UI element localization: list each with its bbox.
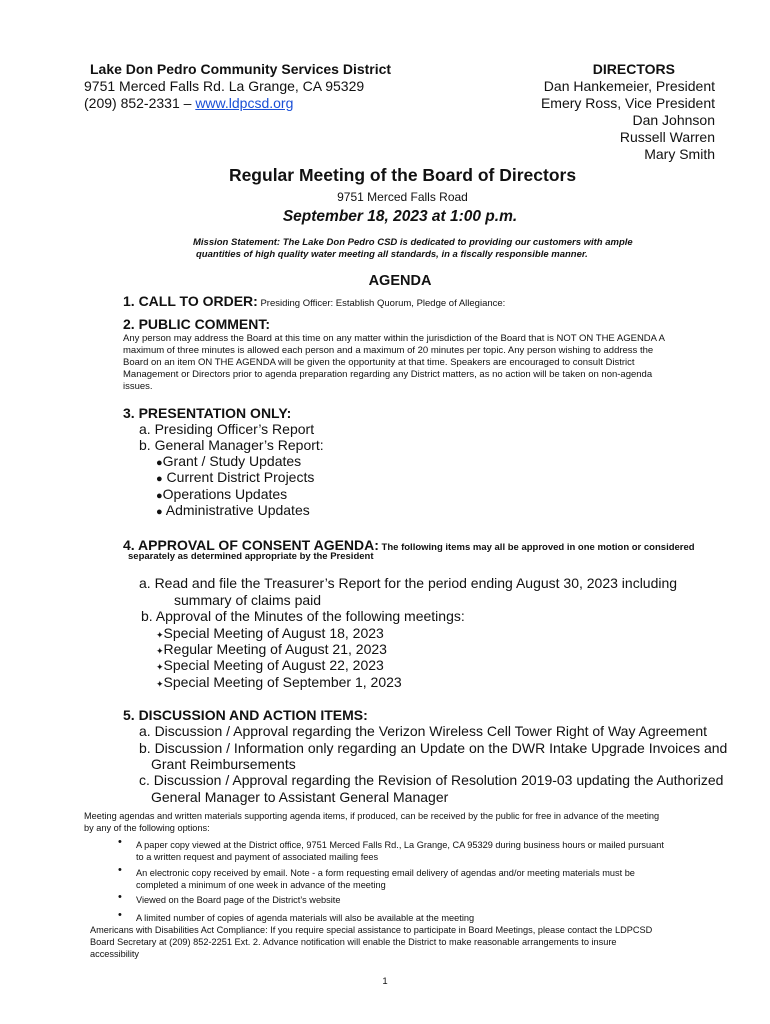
footer-option-1	[136, 839, 664, 863]
agenda-item-presentation-title: 3. PRESENTATION ONLY:	[123, 405, 292, 421]
mission-line-2: quantities of high quality water meeting all standards, in a fiscally responsible manner.	[196, 249, 588, 260]
diamond-bullet-icon: ✦	[156, 646, 164, 656]
agenda-item-call-to-order	[123, 293, 505, 311]
footer-line: to a written request and payment of associated mailing fees	[136, 852, 379, 862]
discussion-b-line-2: Grant Reimbursements	[151, 756, 296, 772]
public-comment-text	[123, 333, 665, 393]
footer-option-2	[136, 867, 635, 891]
item-title: 1. CALL TO ORDER:	[123, 293, 258, 309]
directors-block	[455, 61, 715, 163]
bullet-dot-icon: ●	[156, 473, 163, 485]
bullet-text: Current District Projects	[162, 469, 315, 485]
meeting-text: Special Meeting of September 1, 2023	[163, 674, 402, 690]
agenda-item-discussion-title: 5. DISCUSSION AND ACTION ITEMS:	[123, 707, 368, 723]
district-name: Lake Don Pedro Community Services District	[90, 61, 392, 77]
district-phone: (209) 852-2331 –	[84, 95, 196, 111]
bullet-item	[156, 502, 310, 521]
district-contact	[84, 95, 293, 112]
discussion-a: a. Discussion / Approval regarding the Verizon Wireless Cell Tower Right of Way Agreement	[139, 723, 708, 739]
consent-a-line-1: a. Read and file the Treasurer’s Report for the period ending August 30, 2023 including	[139, 575, 678, 591]
bullet-text: Administrative Updates	[162, 502, 310, 518]
meeting-location: 9751 Merced Falls Road	[337, 190, 468, 204]
director-name: Dan Hankemeier, President	[543, 78, 715, 94]
item-title: 4. APPROVAL OF CONSENT AGENDA:	[123, 537, 379, 553]
consent-note-line-2: separately as determined appropriate by the President	[128, 551, 374, 562]
presentation-a: a. Presiding Officer’s Report	[139, 421, 315, 437]
footer-option-4: A limited number of copies of agenda materials will also be available at the meeting	[136, 913, 475, 923]
district-website-link[interactable]: www.ldpcsd.org	[195, 95, 294, 111]
paragraph-line: issues.	[123, 381, 153, 392]
footer-line: accessibility	[90, 949, 140, 959]
meeting-datetime: September 18, 2023 at 1:00 p.m.	[282, 208, 518, 225]
ada-compliance	[90, 924, 652, 960]
bullet-dot-icon: ●	[156, 506, 163, 518]
discussion-c-line-2: General Manager to Assistant General Manager	[151, 789, 449, 805]
district-address: 9751 Merced Falls Rd. La Grange, CA 95329	[84, 78, 365, 94]
footer-bullet-icon: •	[118, 836, 122, 848]
footer-bullet-icon: •	[118, 864, 122, 876]
agenda-heading: AGENDA	[368, 273, 432, 289]
director-name: Dan Johnson	[632, 112, 715, 128]
footer-line: Meeting agendas and written materials supporting agenda items, if produced, can be received by the public for free in advance of the meeting	[84, 811, 660, 821]
footer-line: completed a minimum of one week in advance of the meeting	[136, 880, 386, 890]
footer-line: Board Secretary at (209) 852-2251 Ext. 2. Advance notification will enable the District to make reasonable arrangements to insure	[90, 937, 617, 947]
directors-heading: DIRECTORS	[592, 61, 675, 77]
bullet-text: Operations Updates	[162, 486, 288, 502]
diamond-bullet-icon: ✦	[156, 662, 164, 672]
footer-intro	[84, 810, 659, 834]
paragraph-line: maximum of three minutes is allowed each person and a maximum of 20 minutes per topic. Any person wishing to address the	[123, 345, 654, 356]
meeting-list-item	[156, 674, 402, 693]
diamond-bullet-icon: ✦	[156, 679, 164, 689]
paragraph-line: Board on an item ON THE AGENDA will be given the opportunity at that time. Speakers are encouraged to consult District	[123, 357, 635, 368]
discussion-b-line-1: b. Discussion / Information only regarding an Update on the DWR Intake Upgrade Invoices and	[139, 740, 728, 756]
meeting-title: Regular Meeting of the Board of Directors	[228, 165, 577, 185]
page-number: 1	[382, 976, 388, 987]
bullet-dot-icon: ●	[156, 457, 163, 469]
director-name: Emery Ross, Vice President	[540, 95, 715, 111]
footer-line: Americans with Disabilities Act Compliance: If you require special assistance to participate in Board Meetings, please contact the LDPCSD	[90, 925, 653, 935]
item-note: The following items may all be approved in one motion or considered	[378, 542, 695, 553]
discussion-c-line-1: c. Discussion / Approval regarding the Revision of Resolution 2019-03 updating the Authorized	[139, 772, 724, 788]
footer-line: An electronic copy received by email. Note - a form requesting email delivery of agendas and/or meeting materials must be	[136, 868, 635, 878]
footer-bullet-icon: •	[118, 891, 122, 903]
agenda-item-public-comment-title: 2. PUBLIC COMMENT:	[123, 316, 270, 332]
diamond-bullet-icon: ✦	[156, 630, 164, 640]
meeting-text: Special Meeting of August 22, 2023	[163, 657, 384, 673]
consent-a-line-2: summary of claims paid	[174, 592, 322, 608]
footer-option-3: Viewed on the Board page of the District’s website	[136, 895, 341, 905]
presentation-b: b. General Manager’s Report:	[139, 437, 324, 453]
footer-line: A paper copy viewed at the District office, 9751 Merced Falls Rd., La Grange, CA 95329 during business hours or mailed pursuant	[136, 840, 664, 850]
meeting-text: Special Meeting of August 18, 2023	[163, 625, 384, 641]
bullet-dot-icon: ●	[156, 490, 163, 502]
footer-line: by any of the following options:	[84, 823, 210, 833]
director-name: Russell Warren	[619, 129, 715, 145]
meeting-text: Regular Meeting of August 21, 2023	[163, 641, 387, 657]
paragraph-line: Management or Directors prior to agenda preparation regarding any District matters, as no action will be taken on non-agenda	[123, 369, 653, 380]
bullet-text: Grant / Study Updates	[162, 453, 302, 469]
paragraph-line: Any person may address the Board at this time on any matter within the jurisdiction of the Board that is NOT ON THE AGENDA A	[123, 333, 665, 344]
item-note: Presiding Officer: Establish Quorum, Pledge of Allegiance:	[257, 298, 506, 309]
mission-line-1: Mission Statement: The Lake Don Pedro CSD is dedicated to providing our customers with ample	[193, 237, 633, 248]
footer-bullet-icon: •	[118, 909, 122, 921]
consent-b: b. Approval of the Minutes of the following meetings:	[141, 608, 465, 624]
director-name: Mary Smith	[644, 146, 715, 162]
